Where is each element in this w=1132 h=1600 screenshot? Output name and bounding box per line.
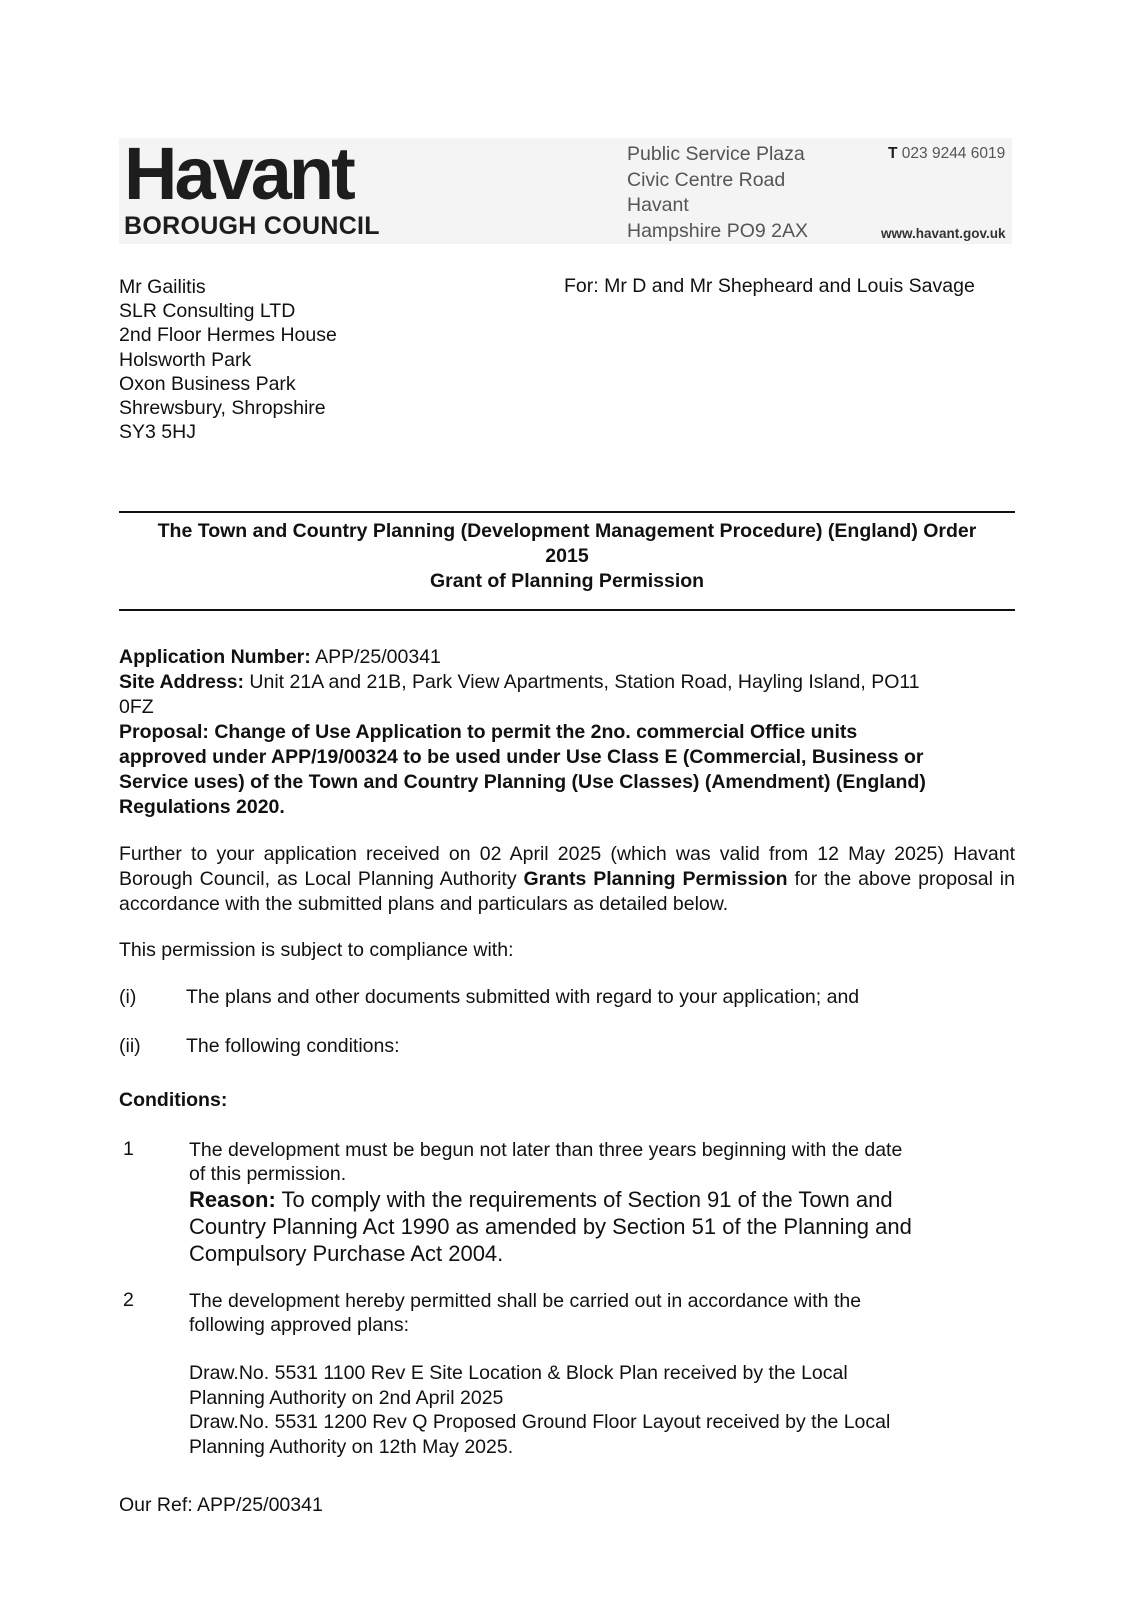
title-line: The Town and Country Planning (Development Management Procedure) (England) Order [157,520,977,542]
condition-number: 2 [123,1289,134,1311]
council-address-line: Public Service Plaza [627,143,805,165]
addressee-line: Mr Gailitis [119,276,206,298]
title-line: 2015 [545,545,589,567]
approved-plans-list [189,1361,989,1459]
condition-2-text [189,1289,989,1337]
proposal-line: approved under APP/19/00324 to be used under Use Class E (Commercial, Business or [119,746,924,768]
proposal-line: Proposal: Change of Use Application to permit the 2no. commercial Office units [119,721,858,743]
title-top-rule [119,511,1015,513]
plan-line: Draw.No. 5531 1200 Rev Q Proposed Ground Floor Layout received by the Local [189,1411,891,1433]
condition-1-text [189,1138,989,1186]
addressee-line: Holsworth Park [119,348,252,371]
addressee-line: Oxon Business Park [119,372,296,395]
council-logo-subtitle: BOROUGH COUNCIL [124,212,380,240]
compliance-item-1 [119,986,859,1009]
document-title [119,519,1015,594]
grant-text: Further to your application received on 02 April 2025 (which was valid from 12 May 2025) Havant Borough Council, as Local Planning Authority [119,843,1015,890]
council-address-line: Civic Centre Road [627,168,786,191]
grant-emphasis: Grants Planning Permission [523,868,788,890]
proposal-line: Service uses) of the Town and Country Planning (Use Classes) (Amendment) (England) [119,771,926,793]
council-website: www.havant.gov.uk [881,226,1006,241]
grant-text-cont: for the above proposal in accordance with the submitted plans and particulars as detailed below. [119,868,1015,915]
condition-line: following approved plans: [189,1314,410,1336]
council-address [627,142,808,244]
site-address: Unit 21A and 21B, Park View Apartments, Station Road, Hayling Island, PO11 [249,671,920,693]
council-address-line: Hampshire PO9 2AX [627,219,808,242]
compliance-intro: This permission is subject to compliance with: [119,939,514,961]
application-number: APP/25/00341 [315,646,441,668]
condition-number: 1 [123,1138,134,1160]
council-logo: Havant [124,132,353,215]
item-number: (ii) [119,1035,141,1057]
phone-number: 023 9244 6019 [901,145,1006,162]
conditions-heading: Conditions: [119,1089,228,1111]
site-address-row [119,670,1015,695]
application-details [119,645,1015,820]
phone-label: T [888,145,898,162]
addressee-line: SLR Consulting LTD [119,300,296,323]
title-bottom-rule [119,609,1015,611]
addressee-line: 2nd Floor Hermes House [119,324,337,347]
applicant-for-line: For: Mr D and Mr Shepheard and Louis Savage [564,275,975,297]
item-text: The following conditions: [186,1035,400,1057]
proposal-line: Regulations 2020. [119,796,285,818]
application-number-row [119,645,1015,670]
item-text: The plans and other documents submitted with regard to your application; and [186,986,860,1008]
reason-line: Country Planning Act 1990 as amended by Section 51 of the Planning and [189,1214,912,1239]
plan-line: Planning Authority on 2nd April 2025 [189,1386,504,1409]
title-line: Grant of Planning Permission [429,570,705,592]
addressee-line: Shrewsbury, Shropshire [119,397,326,420]
council-address-line: Havant [627,194,689,216]
council-phone [888,145,1005,163]
plan-line: Draw.No. 5531 1100 Rev E Site Location & Block Plan received by the Local [189,1362,848,1384]
addressee-line: SY3 5HJ [119,421,196,444]
item-number: (i) [119,986,137,1008]
condition-1-reason [189,1186,989,1267]
condition-line: of this permission. [189,1163,347,1185]
plan-line: Planning Authority on 12th May 2025. [189,1435,514,1458]
reason-text: To comply with the requirements of Section 91 of the Town and [281,1187,893,1212]
reason-line [189,1186,989,1213]
condition-line: The development hereby permitted shall be carried out in accordance with the [189,1290,862,1312]
application-number-label: Application Number: [119,646,311,668]
grant-paragraph [119,842,1015,917]
addressee-block [119,275,337,444]
site-address-cont: 0FZ [119,696,154,718]
compliance-item-2 [119,1035,400,1058]
reason-label: Reason: [189,1187,276,1212]
reason-line: Compulsory Purchase Act 2004. [189,1241,504,1266]
site-address-label: Site Address: [119,671,244,693]
our-reference: Our Ref: APP/25/00341 [119,1494,323,1516]
condition-line: The development must be begun not later than three years beginning with the date [189,1139,903,1161]
